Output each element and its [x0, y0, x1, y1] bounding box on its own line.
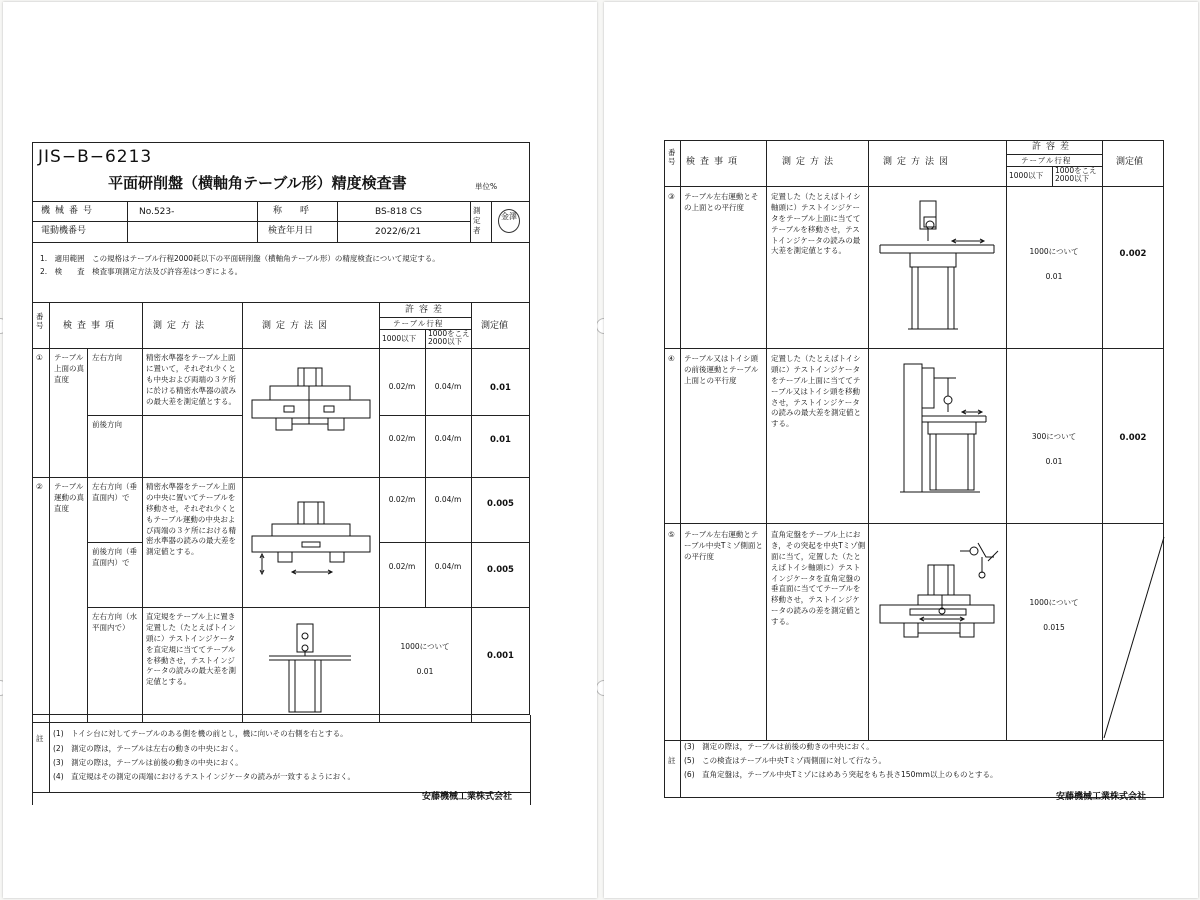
tolerance-value: 0.015 [1043, 623, 1065, 632]
header-diagram: 測定方法図 [883, 157, 954, 167]
measurement-method: 精密水準器をテーブル上面の中央に置いてテーブルを移動させ，それぞれ少くともテーブル運動の中央および両端の３ケ所における精密水準器の読みの最大差を測定値とする。 [146, 482, 236, 557]
machine-no-label: 機械番号 [41, 206, 98, 216]
header-stroke: テーブル行程 [393, 319, 444, 328]
remarks-label: 註 [36, 734, 44, 743]
measured-value: 0.005 [487, 499, 514, 509]
unit-label: 単位% [475, 182, 498, 191]
header-measured: 測定値 [481, 321, 509, 331]
diagram-grinding-head-parallelism [894, 358, 994, 498]
measured-value: 0.01 [490, 383, 511, 393]
row-number: ① [36, 353, 43, 362]
date-label: 検査年月日 [268, 226, 314, 236]
scope-note: 1. 適用範囲 この規格はテーブル行程2000耗以下の平面研削盤（横軸角テーブル形）の精度検査について規定する。 [40, 254, 440, 263]
diagram-t-slot-parallelism [874, 537, 1000, 652]
tolerance-value: 0.01 [1045, 272, 1063, 281]
row-number: ② [36, 482, 43, 491]
header-tolerance: 許容差 [1032, 142, 1075, 152]
tolerance-under-1000: 0.02/m [388, 434, 416, 443]
inspection-note: 2. 検 査 検査事項測定方法及び許容差はつぎによる。 [40, 267, 243, 276]
company-name: 安藤機械工業株式会社 [1056, 792, 1147, 802]
measured-value: 0.002 [1119, 249, 1147, 259]
diagram-table-parallelism [874, 197, 1000, 337]
measurement-method: 定置した（たとえばトイシ頭に）テストインジケータをテーブル上面に当ててテーブル又はトイシ頭を移動させ，テストインジケータの読みの最大差を測定値とする。 [771, 354, 861, 429]
document-title: 平面研削盤（横軸角テーブル形）精度検査書 [108, 174, 407, 192]
header-diagram: 測定方法図 [262, 321, 333, 331]
remark: (6) 直角定盤は，テーブル中央Tミゾにはめあう突起をもち長さ150mm以上のものとする。 [684, 770, 998, 779]
measurement-method: 直角定盤をテーブル上におき，その突起を中央Tミゾ側面に当て，定置した（たとえばトイシ軸頭に）テストインジケータを直角定盤の垂直面に当ててテーブルを移動させ，テストインジケータの読みの差を測定値とする。 [771, 530, 866, 626]
check-item: テーブル上面の真直度 [54, 353, 84, 384]
inspector-label: 測定者 [473, 206, 481, 236]
name-label: 称 呼 [273, 206, 310, 216]
tolerance-value: 0.01 [416, 667, 434, 676]
name-value: BS-818 CS [375, 207, 423, 217]
remark: (5) この検査はテーブル中央Tミゾ両側面に対して行なう。 [684, 756, 887, 765]
header-no: 番号 [668, 148, 676, 166]
jis-code: JIS−B−6213 [38, 147, 153, 167]
header-under-1000: 1000以下 [1009, 171, 1044, 180]
check-item: テーブル左右運動とその上面との平行度 [684, 192, 759, 212]
date-value: 2022/6/21 [375, 227, 422, 237]
inspection-sheet-page-2 [604, 2, 1198, 898]
header-no: 番号 [36, 312, 44, 330]
header-under-1000: 1000以下 [382, 334, 417, 343]
header-item: 検査事項 [63, 321, 120, 331]
inspection-sheet-page-1 [3, 2, 597, 898]
diagram-table-motion-straightness [248, 498, 374, 578]
header-stroke: テーブル行程 [1021, 156, 1072, 165]
measured-value: 0.01 [490, 435, 511, 445]
tolerance-per-length: 300について [1031, 432, 1077, 441]
row-number: ⑤ [668, 530, 675, 539]
diagram-horizontal-straightness [265, 622, 355, 714]
check-item: テーブル運動の真直度 [54, 482, 84, 513]
tolerance-under-1000: 0.02/m [388, 382, 416, 391]
company-name: 安藤機械工業株式会社 [422, 792, 513, 802]
remark: (3) 測定の際は，テーブルは前後の動きの中央におく。 [53, 758, 243, 767]
remark: (2) 測定の際は，テーブルは左右の動きの中央におく。 [53, 744, 243, 753]
header-method: 測定方法 [153, 321, 210, 331]
direction-label: 左右方向（水平面内で） [92, 612, 137, 632]
header-tolerance: 許容差 [405, 305, 448, 315]
tolerance-per-length: 1000について [400, 642, 450, 651]
remark: (1) トイシ台に対してテーブルのある側を機の前とし，機に向いその右側を右とする。 [53, 729, 348, 738]
tolerance-over-1000: 0.04/m [434, 434, 462, 443]
tolerance-under-1000: 0.02/m [388, 562, 416, 571]
tolerance-over-1000: 0.04/m [434, 562, 462, 571]
measured-value: 0.002 [1119, 433, 1147, 443]
measurement-method: 精密水準器をテーブル上面に置いて，それぞれ少くとも中央および両端の３ケ所に於ける精密水準器の読みの最大差を測定値とする。 [146, 353, 236, 406]
row-number: ④ [668, 354, 675, 363]
remarks-label: 註 [668, 756, 676, 765]
machine-no-value: No.523- [139, 207, 175, 217]
measurement-method: 直定規をテーブル上に置き定置した（たとえばトイン頭に）テストインジケータを直定規に当ててテーブルを移動させ，テストインジケータの読みの最大差を測定値とする。 [146, 612, 236, 687]
header-measured: 測定値 [1116, 157, 1144, 167]
diagram-table-flatness [248, 364, 374, 442]
direction-label: 左右方向（垂直面内）で [92, 482, 137, 502]
tolerance-over-1000: 0.04/m [434, 382, 462, 391]
row-number: ③ [668, 192, 675, 201]
measurement-method: 定置した（たとえばトイシ軸頭に）テストインジケータをテーブル上面に当ててテーブルを移動させ，テストインジケータの読みの最大差を測定値とする。 [771, 192, 861, 256]
header-item: 検査事項 [686, 157, 743, 167]
void-strike-line [1102, 523, 1164, 740]
direction-label: 前後方向（垂直面内）で [92, 547, 137, 567]
tolerance-per-length: 1000について [1029, 247, 1079, 256]
direction-label: 前後方向 [92, 420, 122, 429]
measured-value: 0.005 [487, 565, 514, 575]
tolerance-value: 0.01 [1045, 457, 1063, 466]
remark: (4) 直定規はその測定の両端におけるテストインジケータの読みが一致するようにおく。 [53, 772, 355, 781]
direction-label: 左右方向 [92, 353, 122, 362]
motor-no-label: 電動機番号 [41, 226, 87, 236]
check-item: テーブル又はトイシ頭の前後運動とテーブル上面との平行度 [684, 354, 759, 385]
remark: (3) 測定の際は，テーブルは前後の動きの中央におく。 [684, 742, 874, 751]
tolerance-over-1000: 0.04/m [434, 495, 462, 504]
tolerance-under-1000: 0.02/m [388, 495, 416, 504]
header-method: 測定方法 [782, 157, 839, 167]
tolerance-per-length: 1000について [1029, 598, 1079, 607]
header-over-1000: 1000をこえ2000以下 [1055, 166, 1097, 183]
check-item: テーブル左右運動とテーブル中央Tミゾ側面との平行度 [684, 530, 763, 561]
measured-value: 0.001 [487, 651, 514, 661]
inspector-stamp: 金澤 [498, 209, 520, 233]
header-over-1000: 1000をこえ2000以下 [428, 329, 470, 346]
